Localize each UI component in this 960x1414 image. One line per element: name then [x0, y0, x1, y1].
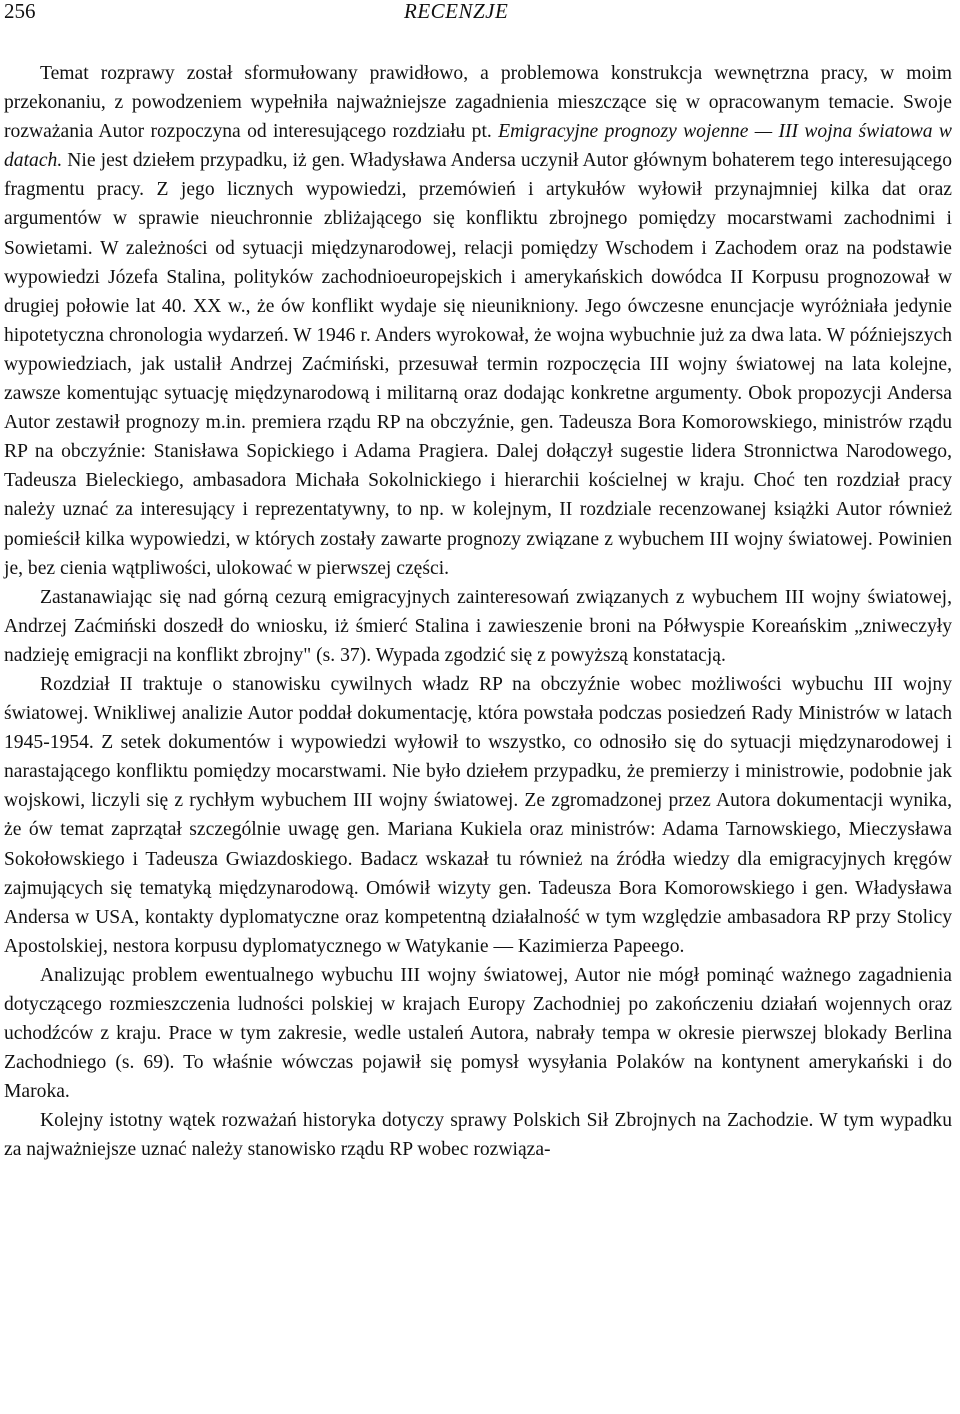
paragraph-1-text-b: Nie jest dziełem przypadku, iż gen. Władysława Andersa uczynił Autor głównym bohaterem tego interesującego fragmentu pracy. Z jego licznych wypowiedzi, przemówień i artykułów wyłowił przynajmniej kilka dat oraz argumentów w sprawie nieuchronnie zbliżającego się konfliktu zbrojnego pomiędzy mocarstwami zachodnimi i Sowietami. W zależności od sytuacji międzynarodowej, relacji pomiędzy Wschodem i Zachodem oraz na podstawie wypowiedzi Józefa Stalina, polityków zachodnioeuropejskich i amerykańskich dowódca II Korpusu prognozował w drugiej połowie lat 40. XX w., że ów konflikt wydaje się nieunikniony. Jego ówczesne enuncjacje wyróżniała jedynie hipotetyczna chronologia wydarzeń. W 1946 r. Anders wyrokował, że wojna wybuchnie już za dwa lata. W późniejszych wypowiedziach, jak ustalił Andrzej Zaćmiński, przesuwał termin rozpoczęcia III wojny światowej na lata kolejne, zawsze komentując sytuację międzynarodową i militarną oraz dodając konkretne argumenty. Obok propozycji Andersa Autor zestawił prognozy m.in. premiera rządu RP na obczyźnie, gen. Tadeusza Bora Komorowskiego, ministrów rządu RP na obczyźnie: Stanisława Sopickiego i Adama Pragiera. Dalej dołączył sugestie lidera Stronnictwa Narodowego, Tadeusza Bieleckiego, ambasadora Michała Sokolnickiego i hierarchii kościelnej w kraju. Choć ten rozdział pracy należy uznać za interesujący i reprezentatywny, to np. w kolejnym, II rozdziale recenzowanej książki Autor również pomieścił kilka wypowiedzi, w których zostały zawarte prognozy związane z wybuchem III wojny światowej. Powinien je, bez cienia wątpliwości, ulokować w pierwszej części. — [4, 150, 952, 579]
running-header — [4, 0, 952, 22]
paragraph-2: Zastanawiając się nad górną cezurą emigracyjnych zainteresowań związanych z wybuchem III wojny światowej, Andrzej Zaćmiński doszedł do wniosku, iż śmierć Stalina i zawieszenie broni na Półwyspie Koreańskim „zniweczyły nadzieję emigracji na konflikt zbrojny" (s. 37). Wypada zgodzić się z powyższą konstatacją. — [4, 586, 952, 666]
body-text — [4, 59, 952, 1165]
paragraph-4: Analizując problem ewentualnego wybuchu III wojny światowej, Autor nie mógł pominąć ważnego zagadnienia dotyczącego rozmieszczenia ludności polskiej w krajach Europy Zachodniej po zakończeniu działań wojennych oraz uchodźców z kraju. Prace w tym zakresie, wedle ustaleń Autora, nabrały tempa w okresie pierwszej blokady Berlina Zachodniego (s. 69). To właśnie wówczas pojawił się pomysł wysyłania Polaków na kontynent amerykański i do Maroka. — [4, 964, 952, 1103]
page-number: 256 — [4, 0, 36, 23]
section-title: RECENZJE — [404, 0, 509, 23]
paragraph-1 — [4, 59, 952, 583]
paragraph-3: Rozdział II traktuje o stanowisku cywilnych władz RP na obczyźnie wobec możliwości wybuchu III wojny światowej. Wnikliwej analizie Autor poddał dokumentację, która powstała podczas posiedzeń Rady Ministrów w latach 1945-1954. Z setek dokumentów i wypowiedzi wyłowił to wszystko, co odnosiło się do sytuacji międzynarodowej i narastającego konfliktu pomiędzy mocarstwami. Nie było dziełem przypadku, że premierzy i ministrowie, podobnie jak wojskowi, liczyli się z rychłym wybuchem III wojny światowej. Ze zgromadzonej przez Autora dokumentacji wynika, że ów temat zaprzątał szczególnie uwagę gen. Mariana Kukiela oraz ministrów: Adama Tarnowskiego, Mieczysława Sokołowskiego i Tadeusza Gwiazdoskiego. Badacz wskazał tu również na źródła wiedzy dla emigracyjnych kręgów zajmujących się tematyką międzynarodową. Omówił wizyty gen. Tadeusza Bora Komorowskiego i gen. Władysława Andersa w USA, kontakty dyplomatyczne oraz kompetentną działalność w tym względzie ambasadora RP przy Stolicy Apostolskiej, nestora korpusu dyplomatycznego w Watykanie — Kazimierza Papeego. — [4, 673, 952, 957]
document-page — [4, 0, 952, 1165]
paragraph-1-text-a: Temat rozprawy został sformułowany prawidłowo, a problemowa konstrukcja wewnętrzna pracy, w moim przekonaniu, z powodzeniem wypełniła najważniejsze zagadnienia mieszczące się w opracowanym temacie. Swoje rozważania Autor rozpoczyna od interesującego rozdziału pt. — [4, 63, 952, 143]
paragraph-5: Kolejny istotny wątek rozważań historyka dotyczy sprawy Polskich Sił Zbrojnych na Zachodzie. W tym wypadku za najważniejsze uznać należy stanowisko rządu RP wobec rozwiąza- — [4, 1110, 952, 1161]
chapter-title-italic: Emigracyjne prognozy wojenne — III wojna światowa w datach. — [4, 121, 952, 172]
